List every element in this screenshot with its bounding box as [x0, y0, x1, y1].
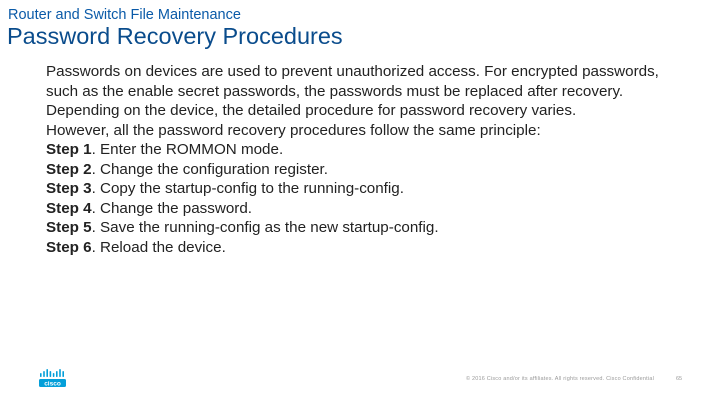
step-text: . Copy the startup-config to the running-config.	[91, 180, 404, 197]
section-kicker: Router and Switch File Maintenance	[8, 7, 241, 23]
step-text: . Enter the ROMMON mode.	[91, 141, 284, 158]
step-text: . Change the password.	[91, 199, 252, 217]
step-label: Step 5	[46, 219, 92, 236]
step-label: Step 2	[46, 160, 92, 178]
step-text: . Reload the device.	[91, 238, 226, 256]
body-paragraph-1: Passwords on devices are used to prevent unauthorized access. For encrypted passwords, such as the enable secret passwords, the passwords must be replaced after recovery. Depending on the device, the detailed procedure for password recovery varies.	[46, 63, 659, 119]
step-label: Step 1	[46, 141, 92, 158]
step-text: . Save the running-config as the new startup-config.	[91, 219, 439, 236]
body-paragraph-2: However, all the password recovery procedures follow the same principle:	[46, 121, 541, 139]
page-number: 65	[676, 376, 683, 382]
copyright-footer: © 2016 Cisco and/or its affiliates. All rights reserved. Cisco Confidential	[466, 376, 655, 382]
step-item	[46, 218, 686, 238]
step-label: Step 4	[46, 199, 92, 217]
step-label: Step 3	[46, 180, 92, 197]
step-item	[46, 199, 686, 219]
step-item	[46, 238, 686, 258]
steps-list	[46, 140, 686, 257]
cisco-logo-icon	[39, 368, 67, 388]
step-item	[46, 179, 686, 199]
slide-body	[46, 62, 686, 257]
cisco-logo-text: cisco	[44, 380, 61, 388]
step-text: . Change the configuration register.	[91, 160, 328, 178]
page-title: Password Recovery Procedures	[7, 23, 343, 49]
step-label: Step 6	[46, 238, 92, 256]
step-item	[46, 160, 686, 180]
step-item	[46, 140, 686, 160]
